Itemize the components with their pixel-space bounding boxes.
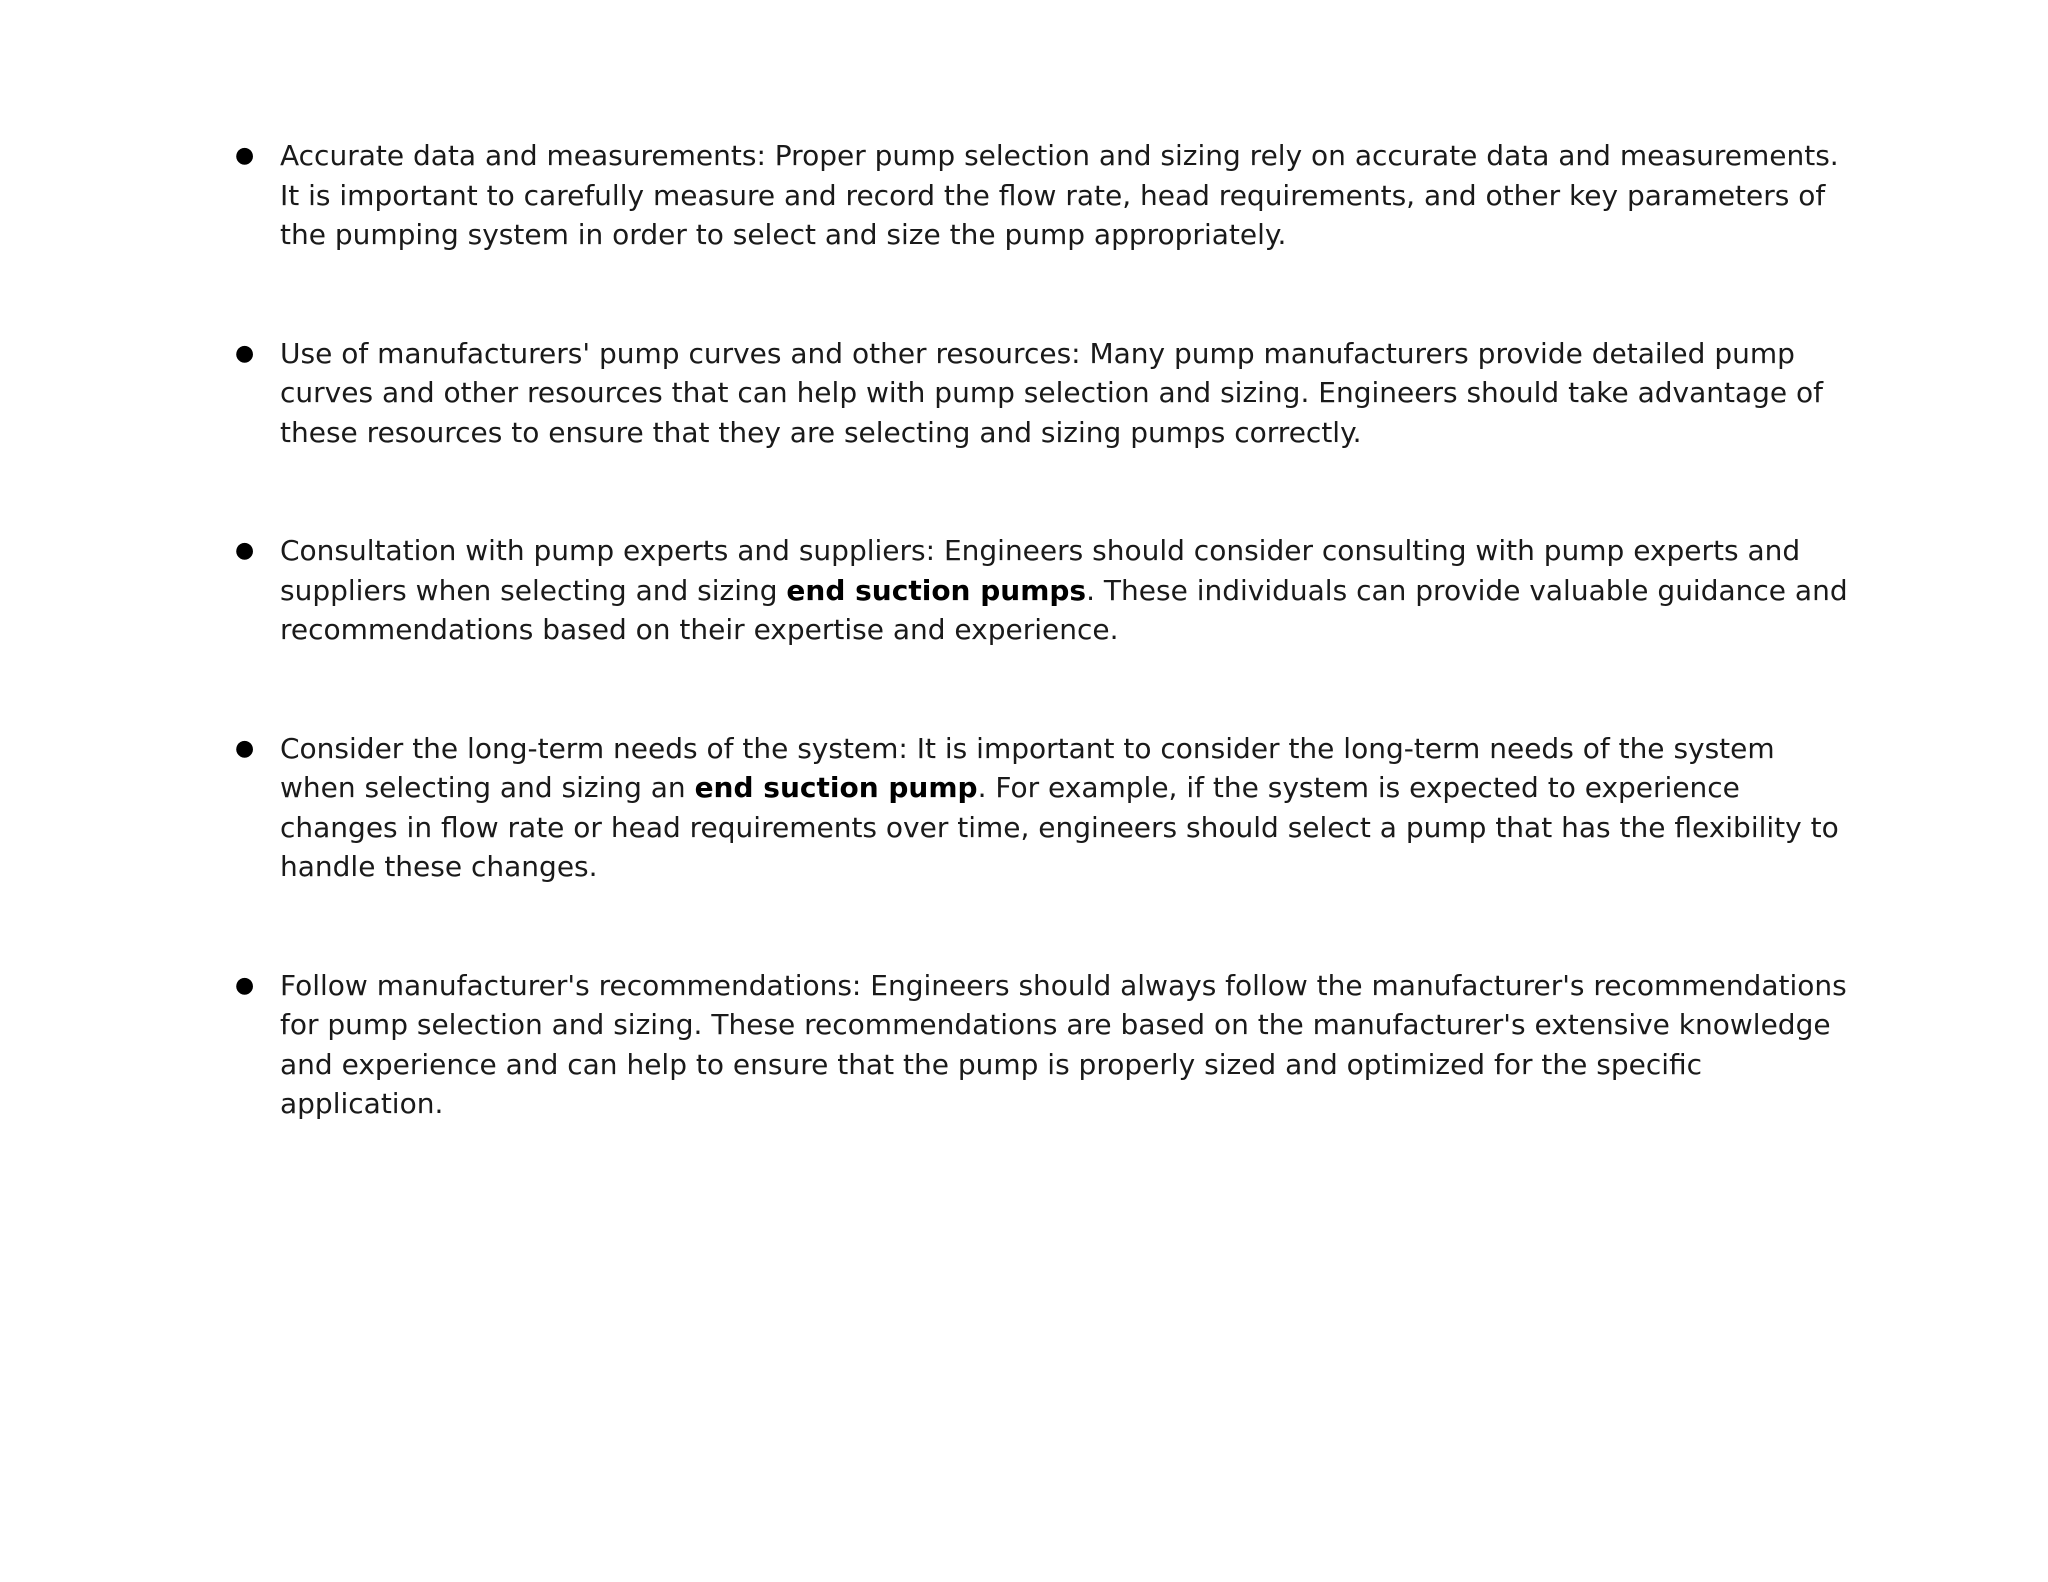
list-item	[234, 966, 1854, 1124]
list-item-text	[280, 337, 1823, 449]
list-item	[234, 334, 1854, 453]
list-item-text-segment: Accurate data and measurements: Proper pump selection and sizing rely on accurate data and measurements. It is important to carefully measure and record the flow rate, head requirements, and other key parameters of the pumping system in order to select and size the pump appropriately.	[280, 139, 1839, 251]
list-item	[234, 136, 1854, 255]
list-item-text-segment: Use of manufacturers' pump curves and other resources: Many pump manufacturers provide detailed pump curves and other resources that can help with pump selection and sizing. Engineers should take advantage of these resources to ensure that they are selecting and sizing pumps correctly.	[280, 336, 1824, 449]
bullet-list	[234, 136, 1854, 1203]
list-item-text-segment: Consultation with pump experts and suppliers: Engineers should consider consulting with pump experts and suppliers when selecting and sizing	[280, 534, 1801, 607]
list-item-text-segment: Consider the long-term needs of the system: It is important to consider the long-term needs of the system when selecting and sizing an	[280, 731, 1775, 804]
list-item-text	[280, 732, 1839, 884]
bullet-icon: ●	[235, 735, 255, 761]
bullet-icon: ●	[235, 972, 255, 998]
list-item-text-segment: . For example, if the system is expected to experience changes in flow rate or head requirements over time, engineers should select a pump that has the flexibility to handle these changes.	[280, 771, 1839, 883]
bullet-icon: ●	[235, 340, 255, 366]
list-item	[234, 729, 1854, 887]
list-item-text-segment: Follow manufacturer's recommendations: Engineers should always follow the manufacturer's recommendations for pump selection and sizing. These recommendations are based on the manufacturer's extensive knowledge and experience and can help to ensure that the pump is properly sized and optimized for the specific application.	[280, 968, 1847, 1120]
bullet-icon: ●	[235, 538, 255, 563]
bold-keyword: end suction pumps	[786, 573, 1087, 607]
list-item-text	[280, 969, 1847, 1121]
list-item-text	[280, 534, 1848, 646]
list-item-text	[280, 139, 1839, 251]
list-item	[234, 531, 1854, 650]
bold-keyword: end suction pump	[694, 771, 978, 804]
list-item-text-segment: . These individuals can provide valuable guidance and recommendations based on their expertise and experience.	[280, 573, 1848, 646]
bullet-icon: ●	[235, 143, 255, 168]
